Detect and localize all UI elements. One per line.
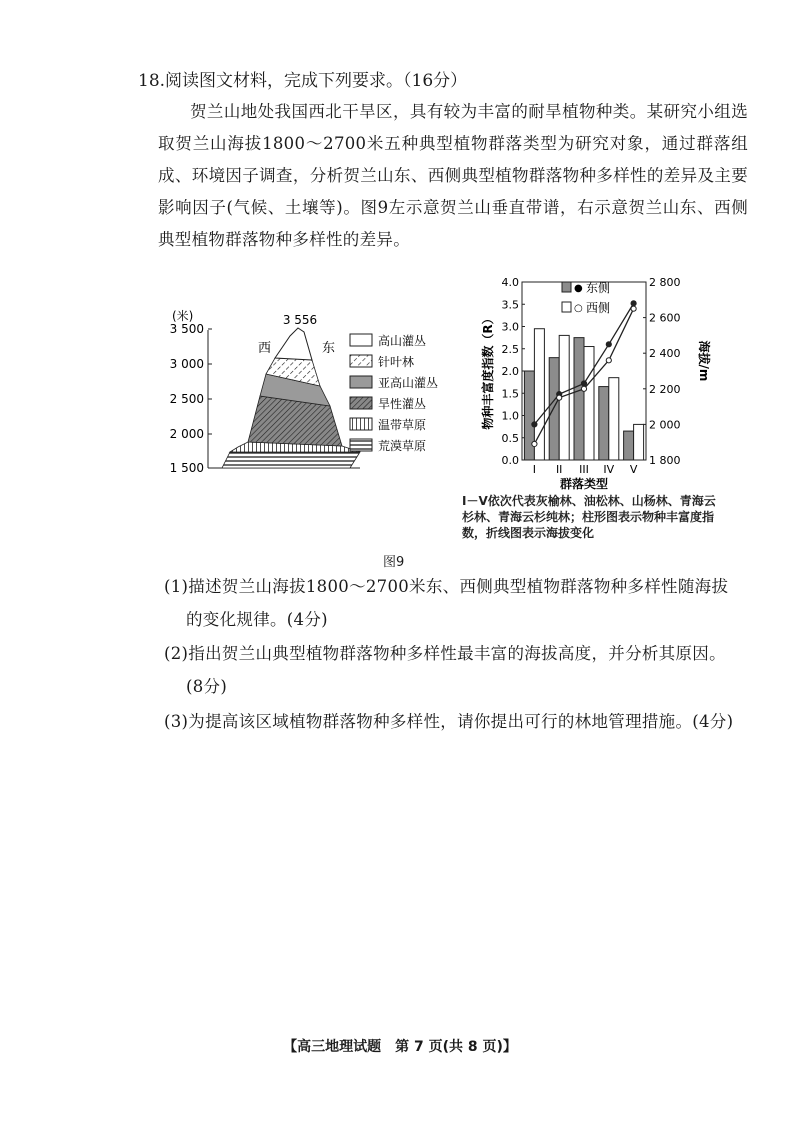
left-tick-label: 2.5 <box>501 342 519 356</box>
x-axis-label: 群落类型 <box>559 477 609 491</box>
legend-label: 荒漠草原 <box>378 439 427 453</box>
sub-question-text: (8分) <box>186 677 228 696</box>
sub-question-text: 的变化规律。(4分) <box>186 610 328 629</box>
question-paragraph: 贺兰山地处我国西北干旱区，具有较为丰富的耐旱植物种类。某研究小组选取贺兰山海拔1800～2700米五种典型植物群落类型为研究对象，通过群落组成、环境因子调查，分析贺兰山东、西侧典型植物群落物种多样性的差异及主要影响因子(气候、土壤等)。图9左示意贺兰山垂直带谱，右示意贺兰山东、西侧典型植物群落物种多样性的差异。 <box>158 102 748 249</box>
left-tick-label: 1.5 <box>501 387 519 401</box>
left-y-tick-labels <box>170 322 204 475</box>
legend-label: 针叶林 <box>378 355 415 369</box>
y-axis-label-right: 海拔/m <box>697 340 711 382</box>
peak-label: 3 556 <box>282 313 318 327</box>
left-tick-label: 0.5 <box>501 431 519 445</box>
right-tick-label: 2 000 <box>649 418 681 432</box>
left-y-tick: 1 500 <box>169 461 204 475</box>
bar-east <box>624 431 634 460</box>
sub-question-2 <box>164 637 754 703</box>
east-label: 东 <box>322 341 336 356</box>
bar-west <box>634 424 644 460</box>
sub-question-text: (2)指出贺兰山典型植物群落物种多样性最丰富的海拔高度，并分析其原因。 <box>164 644 726 663</box>
point-east <box>581 381 586 386</box>
legend-label: 亚高山灌丛 <box>378 376 439 390</box>
left-y-tick: 3 500 <box>169 322 204 336</box>
y-axis-label-left: 物种丰富度指数（R） <box>481 312 495 430</box>
legend-label: 西侧 <box>586 301 611 315</box>
sub-question-text: (3)为提高该区域植物群落物种多样性，请你提出可行的林地管理措施。(4分) <box>164 712 734 731</box>
x-tick-label: I <box>532 463 537 476</box>
point-east <box>606 342 611 347</box>
band-alpine-shrub <box>275 328 312 360</box>
west-label: 西 <box>258 341 272 356</box>
chart-labels <box>480 276 712 491</box>
x-tick-label: II <box>555 463 563 476</box>
right-tick-label: 2 800 <box>649 276 681 289</box>
left-y-unit: (米) <box>172 309 194 323</box>
band-desert-steppe <box>222 452 360 468</box>
bar-west <box>584 347 594 460</box>
bar-east <box>574 338 584 460</box>
left-tick-label: 3.5 <box>501 298 519 312</box>
legend-swatch <box>562 282 571 292</box>
x-tick-label: IV <box>603 463 615 476</box>
left-tick-label: 4.0 <box>501 276 519 289</box>
right-tick-label: 2 200 <box>649 382 681 396</box>
bar-west <box>609 378 619 460</box>
page-footer: 【高三地理试题 第 7 页(共 8 页)】 <box>283 1039 517 1055</box>
left-tick-label: 1.0 <box>501 409 519 423</box>
left-tick-label: 3.0 <box>501 320 519 334</box>
vertical-zonation-diagram <box>160 300 460 485</box>
sub-question-3 <box>164 705 754 738</box>
left-y-tick: 3 000 <box>169 357 204 371</box>
zonation-legend <box>350 333 438 453</box>
point-east <box>631 301 636 306</box>
point-west <box>557 395 562 400</box>
sub-question-text: (1)描述贺兰山海拔1800～2700米东、西侧典型植物群落物种多样性随海拔 <box>164 577 729 596</box>
sub-question-1 <box>164 570 754 636</box>
legend-label: 高山灌丛 <box>378 334 427 348</box>
point-west <box>631 306 636 311</box>
right-tick-label: 2 400 <box>649 347 681 361</box>
left-y-tick: 2 500 <box>169 392 204 406</box>
chart-caption: I－V依次代表灰榆林、油松林、山杨林、青海云杉林、青海云杉纯林；柱形图表示物种丰富度指数，折线图表示海拔变化 <box>462 494 716 540</box>
chart-bars <box>524 329 643 460</box>
bar-east <box>599 387 609 460</box>
diversity-chart <box>478 272 718 494</box>
point-east <box>532 422 537 427</box>
left-tick-label: 0.0 <box>501 454 519 467</box>
legend-label: 温带草原 <box>378 418 427 432</box>
figure-label: 图9 <box>383 555 405 570</box>
legend-swatch <box>562 302 571 312</box>
left-tick-label: 2.0 <box>501 365 519 378</box>
right-tick-label: 1 800 <box>649 454 681 467</box>
legend-marker: ● <box>574 283 583 294</box>
point-west <box>581 386 586 391</box>
question-title: 18.阅读图文材料，完成下列要求。（16分） <box>138 71 468 91</box>
bar-east <box>549 358 559 460</box>
x-tick-label: III <box>579 463 589 476</box>
left-y-tick: 2 000 <box>169 427 204 441</box>
right-tick-label: 2 600 <box>649 311 681 325</box>
point-west <box>606 358 611 363</box>
point-west <box>532 441 537 446</box>
legend-label: 东侧 <box>586 281 611 295</box>
x-tick-label: V <box>629 463 638 476</box>
legend-label: 旱性灌丛 <box>378 397 427 411</box>
legend-marker: ○ <box>574 303 583 314</box>
